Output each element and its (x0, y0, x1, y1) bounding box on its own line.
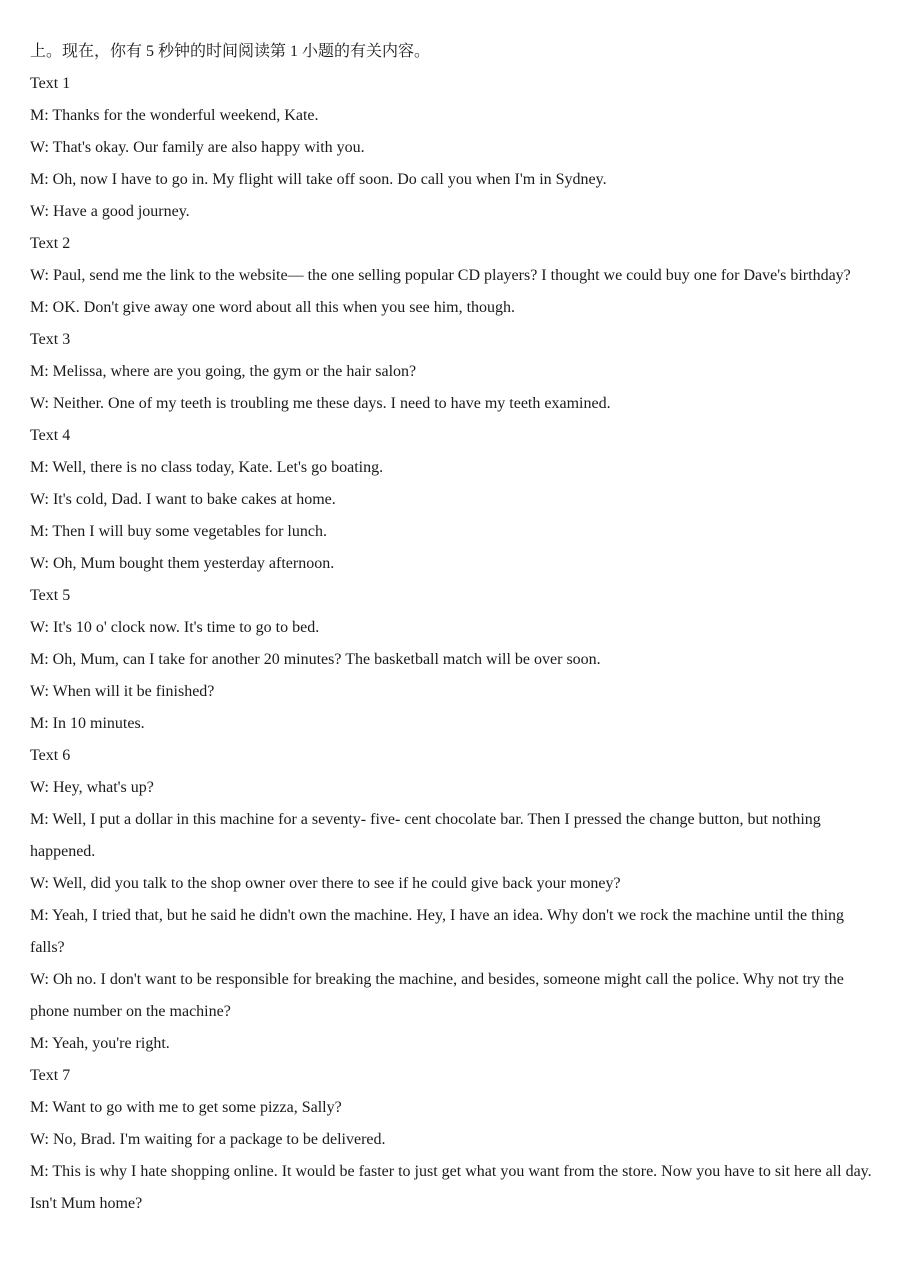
dialogue-line: M: Well, there is no class today, Kate. Let's go boating. (30, 459, 384, 476)
dialogue-line: W: Well, did you talk to the shop owner over there to see if he could give back your money? (30, 875, 621, 892)
intro-line: 上。现在，你有 5 秒钟的时间阅读第 1 小题的有关内容。 (30, 43, 431, 60)
dialogue-line: W: Oh, Mum bought them yesterday afternoon. (30, 555, 335, 572)
dialogue-line: M: This is why I hate shopping online. It would be faster to just get what you want from the store. Now you have to sit here all day. Isn't Mum home? (30, 1163, 872, 1212)
dialogue-line: M: Oh, Mum, can I take for another 20 minutes? The basketball match will be over soon. (30, 651, 601, 668)
dialogue-line: M: Oh, now I have to go in. My flight will take off soon. Do call you when I'm in Sydney. (30, 171, 607, 188)
text-heading: Text 3 (30, 331, 71, 348)
dialogue-line: M: Melissa, where are you going, the gym or the hair salon? (30, 363, 417, 380)
dialogue-line: M: Yeah, I tried that, but he said he didn't own the machine. Hey, I have an idea. Why don't we rock the machine until the thing falls? (30, 907, 845, 956)
dialogue-line: M: OK. Don't give away one word about all this when you see him, though. (30, 299, 516, 316)
dialogue-line: W: No, Brad. I'm waiting for a package to be delivered. (30, 1131, 386, 1148)
text-heading: Text 6 (30, 747, 71, 764)
dialogue-line: W: It's cold, Dad. I want to bake cakes at home. (30, 491, 336, 508)
dialogue-line: M: Well, I put a dollar in this machine for a seventy- five- cent chocolate bar. Then I pressed the change button, but nothing happened. (30, 811, 821, 860)
dialogue-line: W: Paul, send me the link to the website— the one selling popular CD players? I thought we could buy one for Dave's birthday? (30, 267, 851, 284)
dialogue-line: W: That's okay. Our family are also happy with you. (30, 139, 365, 156)
dialogue-line: M: Then I will buy some vegetables for lunch. (30, 523, 327, 540)
text-heading: Text 2 (30, 235, 71, 252)
text-heading: Text 4 (30, 427, 71, 444)
transcript-page (30, 36, 880, 1220)
dialogue-line: W: When will it be finished? (30, 683, 215, 700)
dialogue-line: W: It's 10 o' clock now. It's time to go to bed. (30, 619, 320, 636)
text-heading: Text 1 (30, 75, 71, 92)
text-heading: Text 7 (30, 1067, 71, 1084)
dialogue-line: W: Have a good journey. (30, 203, 190, 220)
dialogue-line: W: Neither. One of my teeth is troubling me these days. I need to have my teeth examined. (30, 395, 611, 412)
dialogue-line: W: Oh no. I don't want to be responsible for breaking the machine, and besides, someone might call the police. Why not try the phone number on the machine? (30, 971, 844, 1020)
text-heading: Text 5 (30, 587, 71, 604)
dialogue-line: W: Hey, what's up? (30, 779, 154, 796)
dialogue-line: M: Want to go with me to get some pizza, Sally? (30, 1099, 342, 1116)
dialogue-line: M: Thanks for the wonderful weekend, Kate. (30, 107, 319, 124)
dialogue-line: M: In 10 minutes. (30, 715, 145, 732)
dialogue-line: M: Yeah, you're right. (30, 1035, 170, 1052)
